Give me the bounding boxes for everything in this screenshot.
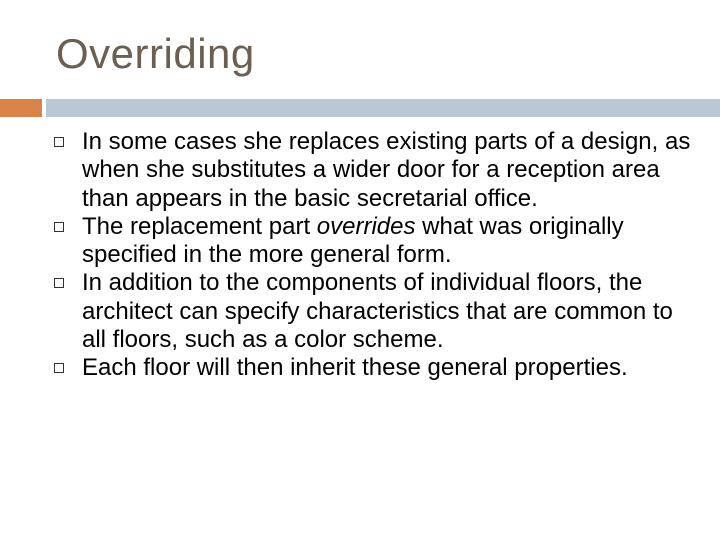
bullet-item xyxy=(52,354,692,382)
emphasized-term: overrides xyxy=(316,212,416,240)
bullet-text: In some cases she replaces existing parts of a design, as when she substitutes a wider door for a reception area than appears in the basic secretarial office. xyxy=(82,128,691,212)
title-accent-bar xyxy=(0,99,42,117)
bullet-list xyxy=(52,128,692,383)
bullet-item xyxy=(52,213,692,270)
hollow-square-bullet-icon xyxy=(54,137,64,147)
bullet-text xyxy=(82,213,624,268)
title-divider-bar xyxy=(46,99,720,117)
bullet-text-before: The replacement part xyxy=(82,212,317,240)
bullet-item xyxy=(52,269,692,354)
hollow-square-bullet-icon xyxy=(54,278,64,288)
bullet-text: In addition to the components of individual floors, the architect can specify characteristics that are common to all floors, such as a color scheme. xyxy=(82,269,673,354)
hollow-square-bullet-icon xyxy=(54,363,64,373)
slide-title: Overriding xyxy=(56,30,255,77)
hollow-square-bullet-icon xyxy=(54,222,64,232)
bullet-item xyxy=(52,128,692,213)
bullet-text: Each floor will then inherit these general properties. xyxy=(82,354,628,382)
bullet-text-after: what was originally specified in the more general form. xyxy=(82,212,624,269)
